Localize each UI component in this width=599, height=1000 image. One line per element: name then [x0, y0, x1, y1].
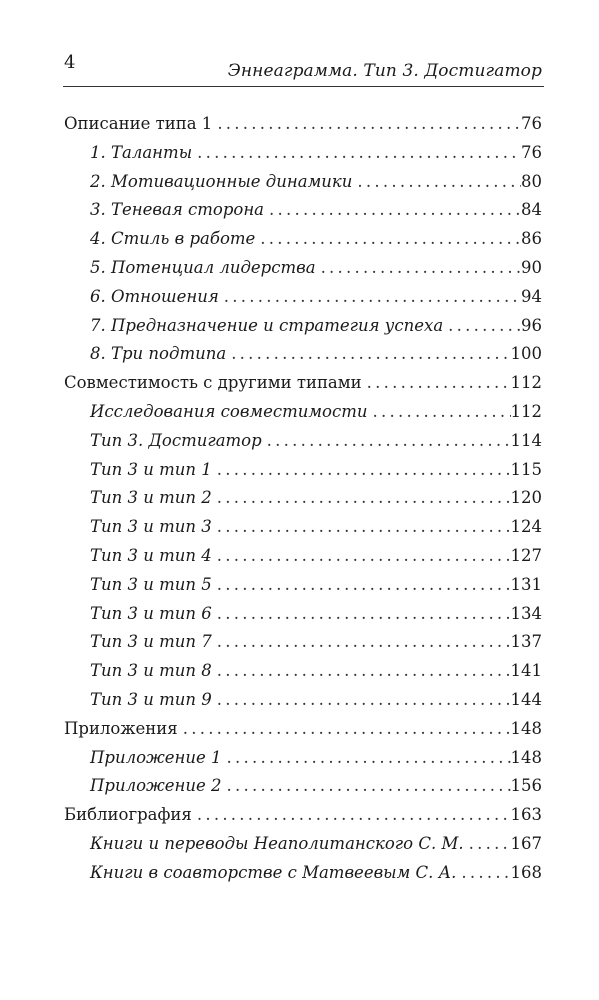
toc-dot-leader: [352, 168, 521, 197]
toc-entry-page: 112: [510, 401, 542, 421]
toc-subentry: [64, 168, 542, 197]
toc-dot-leader: [368, 398, 511, 427]
toc-dot-leader: [212, 456, 511, 485]
toc-entry-page: 96: [521, 315, 542, 335]
toc-entry-page: 148: [510, 718, 542, 738]
toc-entry-page: 163: [510, 805, 542, 825]
toc-dot-leader: [255, 225, 521, 254]
toc-dot-leader: [262, 427, 511, 456]
toc-section: [64, 369, 542, 398]
toc-entry-page: 90: [521, 257, 542, 277]
toc-entry-title: Тип 3 и тип 1: [90, 459, 212, 479]
toc-dot-leader: [219, 283, 521, 312]
toc-entry-page: 84: [521, 200, 542, 220]
toc-entry-title: Приложение 1: [90, 747, 222, 767]
toc-entry-title: 1. Таланты: [90, 142, 193, 162]
toc-dot-leader: [192, 139, 521, 168]
toc-entry-title: Книги и переводы Неаполитанского С. М.: [90, 833, 464, 853]
toc-entry-title: 3. Теневая сторона: [90, 200, 265, 220]
toc-dot-leader: [226, 340, 510, 369]
toc-entry-title: Тип 3 и тип 2: [90, 488, 212, 508]
toc-dot-leader: [443, 312, 521, 341]
toc-entry-title: Тип 3 и тип 3: [90, 517, 212, 537]
toc-section: [64, 715, 542, 744]
toc-entry-page: 168: [510, 862, 542, 882]
toc-entry-page: 134: [510, 603, 542, 623]
toc-subentry: [64, 686, 542, 715]
toc-entry-title: 6. Отношения: [90, 286, 219, 306]
toc-dot-leader: [192, 801, 511, 830]
toc-subentry: [64, 830, 542, 859]
toc-dot-leader: [212, 542, 511, 571]
page-number: 4: [64, 52, 76, 73]
toc-entry-page: 127: [510, 545, 542, 565]
toc-subentry: [64, 427, 542, 456]
toc-subentry: [64, 772, 542, 801]
toc-entry-title: Совместимость с другими типами: [64, 373, 362, 393]
toc-entry-page: 80: [521, 171, 542, 191]
toc-subentry: [64, 139, 542, 168]
toc-entry-page: 156: [510, 776, 542, 796]
toc-dot-leader: [212, 484, 511, 513]
toc-entry-page: 100: [510, 344, 542, 364]
toc-entry-title: Книги в соавторстве с Матвеевым С. А.: [90, 862, 457, 882]
toc-subentry: [64, 254, 542, 283]
running-head: Эннеаграмма. Тип 3. Достигатор: [227, 61, 542, 81]
toc-entry-page: 76: [521, 114, 542, 133]
toc-dot-leader: [456, 859, 510, 888]
toc-entry-title: Тип 3 и тип 9: [90, 689, 212, 709]
toc-entry-page: 131: [510, 574, 542, 594]
toc-entry-page: 144: [510, 689, 542, 709]
toc-entry-title: Тип 3. Достигатор: [90, 430, 262, 450]
toc-entry-title: Исследования совместимости: [90, 401, 368, 421]
toc-entry-page: 120: [510, 488, 542, 508]
toc-entry-title: Тип 3 и тип 4: [90, 545, 212, 565]
toc-dot-leader: [212, 513, 511, 542]
toc-entry-page: 141: [510, 661, 542, 681]
toc-dot-leader: [212, 600, 511, 629]
toc-entry-title: 4. Стиль в работе: [90, 229, 256, 249]
toc-entry-page: 76: [521, 142, 542, 162]
toc-entry-page: 148: [510, 747, 542, 767]
toc-dot-leader: [212, 110, 521, 139]
toc-dot-leader: [316, 254, 521, 283]
toc-dot-leader: [264, 196, 521, 225]
toc-subentry: [64, 542, 542, 571]
header-rule: [63, 86, 544, 87]
toc-subentry: [64, 859, 542, 888]
toc-entry-title: Приложения: [64, 718, 178, 738]
toc-subentry: [64, 398, 542, 427]
toc-subentry: [64, 196, 542, 225]
toc-entry-title: Тип 3 и тип 5: [90, 574, 212, 594]
toc-entry-title: Тип 3 и тип 6: [90, 603, 212, 623]
toc-subentry: [64, 283, 542, 312]
toc-subentry: [64, 628, 542, 657]
toc-dot-leader: [362, 369, 511, 398]
toc-dot-leader: [212, 571, 511, 600]
toc-entry-page: 167: [510, 833, 542, 853]
toc-entry-title: Тип 3 и тип 7: [90, 632, 212, 652]
toc-entry-title: Тип 3 и тип 8: [90, 661, 212, 681]
toc-dot-leader: [222, 772, 511, 801]
toc-dot-leader: [212, 657, 511, 686]
toc-entry-page: 124: [510, 517, 542, 537]
toc-subentry: [64, 484, 542, 513]
toc-entry-title: 2. Мотивационные динамики: [90, 171, 353, 191]
toc-dot-leader: [212, 628, 511, 657]
toc-subentry: [64, 340, 542, 369]
toc-dot-leader: [222, 744, 511, 773]
toc-subentry: [64, 513, 542, 542]
toc-entry-title: 7. Предназначение и стратегия успеха: [90, 315, 444, 335]
toc-entry-page: 137: [510, 632, 542, 652]
toc-entry-page: 115: [510, 459, 542, 479]
toc-entry-title: 5. Потенциал лидерства: [90, 257, 316, 277]
toc-subentry: [64, 571, 542, 600]
toc-subentry: [64, 312, 542, 341]
toc-entry-title: Описание типа 1: [64, 114, 213, 133]
toc-subentry: [64, 744, 542, 773]
toc-subentry: [64, 657, 542, 686]
toc-subentry: [64, 225, 542, 254]
toc-dot-leader: [178, 715, 511, 744]
toc-subentry: [64, 600, 542, 629]
toc-entry-title: Библиография: [64, 805, 192, 825]
toc-entry-page: 114: [510, 430, 542, 450]
toc-entry-title: 8. Три подтипа: [90, 344, 227, 364]
toc-section: [64, 110, 542, 139]
toc-section: [64, 801, 542, 830]
toc-entry-title: Приложение 2: [90, 776, 222, 796]
toc-subentry: [64, 456, 542, 485]
toc-dot-leader: [212, 686, 511, 715]
toc-entry-page: 86: [521, 229, 542, 249]
table-of-contents: [64, 110, 542, 888]
toc-dot-leader: [464, 830, 511, 859]
toc-entry-page: 112: [510, 373, 542, 393]
toc-entry-page: 94: [521, 286, 542, 306]
